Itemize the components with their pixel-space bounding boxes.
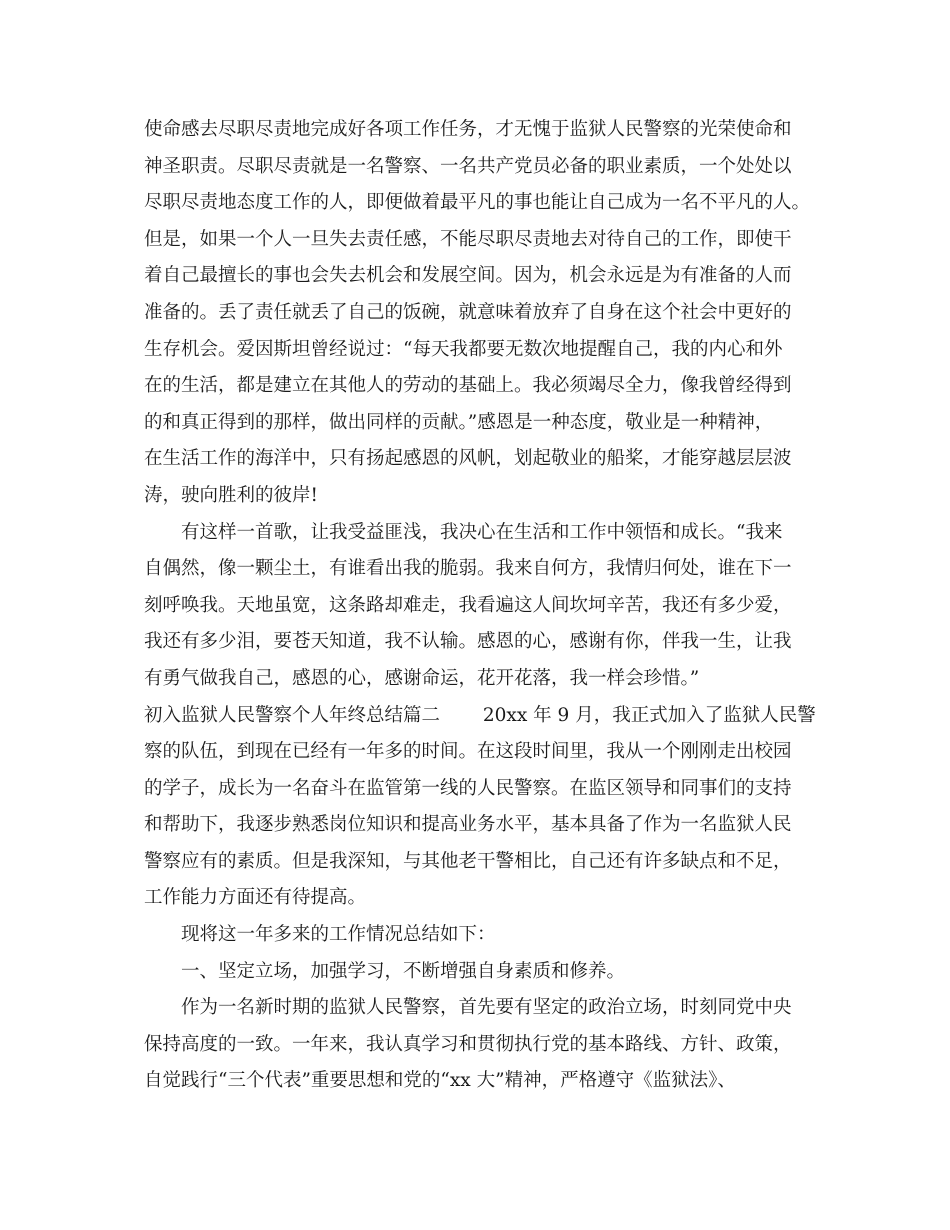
text-line: 着自己最擅长的事也会失去机会和发展空间。因为，机会永远是为有准备的人而 — [144, 265, 792, 287]
text-line: 生存机会。爱因斯坦曾经说过：“每天我都要无数次地提醒自己，我的内心和外 — [144, 338, 783, 360]
document-body — [144, 112, 814, 1100]
text-line: 作为一名新时期的监狱人民警察，首先要有坚定的政治立场，时刻同党中央 — [181, 997, 792, 1019]
text-line: 有勇气做我自己，感恩的心，感谢命运，花开花落，我一样会珍惜。” — [144, 667, 700, 689]
text-line: 准备的。丢了责任就丢了自己的饭碗，就意味着放弃了自身在这个社会中更好的 — [144, 301, 792, 323]
text-line: 尽职尽责地态度工作的人，即便做着最平凡的事也能让自己成为一名不平凡的人。 — [144, 192, 811, 214]
text-line: 现将这一年多来的工作情况总结如下： — [181, 924, 496, 946]
text-line: 察的队伍，到现在已经有一年多的时间。在这段时间里，我从一个刚刚走出校园 — [144, 741, 792, 763]
text-line: 和帮助下，我逐步熟悉岗位知识和提高业务水平，基本具备了作为一名监狱人民 — [144, 814, 792, 836]
text-line: 刻呼唤我。天地虽宽，这条路却难走，我看遍这人间坎坷辛苦，我还有多少爱， — [144, 594, 792, 616]
text-line: 使命感去尽职尽责地完成好各项工作任务，才无愧于监狱人民警察的光荣使命和 — [144, 119, 792, 140]
text-line: 初入监狱人民警察个人年终总结篇二 20xx 年 9 月，我正式加入了监狱人民警 — [144, 704, 816, 726]
text-line: 我还有多少泪，要苍天知道，我不认输。感恩的心，感谢有你，伴我一生，让我 — [144, 631, 792, 653]
text-line: 在的生活，都是建立在其他人的劳动的基础上。我必须竭尽全力，像我曾经得到 — [144, 375, 792, 397]
text-line: 工作能力方面还有待提高。 — [144, 887, 367, 909]
text-line: 在生活工作的海洋中，只有扬起感恩的风帆，划起敬业的船桨，才能穿越层层波 — [144, 448, 792, 470]
text-line: 自偶然，像一颗尘土，有谁看出我的脆弱。我来自何方，我情归何处，谁在下一 — [144, 558, 792, 580]
text-line: 但是，如果一个人一旦失去责任感，不能尽职尽责地去对待自己的工作，即使干 — [144, 228, 792, 250]
text-line: 涛，驶向胜利的彼岸! — [144, 484, 318, 506]
text-line: 的和真正得到的那样，做出同样的贡献。”感恩是一种态度，敬业是一种精神， — [144, 411, 774, 433]
text-line: 警察应有的素质。但是我深知，与其他老干警相比，自己还有许多缺点和不足， — [144, 850, 792, 872]
text-line: 保持高度的一致。一年来，我认真学习和贯彻执行党的基本路线、方针、政策， — [144, 1033, 792, 1055]
text-line: 自觉践行“三个代表”重要思想和党的“xx 大”精神，严格遵守《监狱法》、 — [144, 1070, 736, 1092]
text-line: 有这样一首歌，让我受益匪浅，我决心在生活和工作中领悟和成长。“我来 — [181, 521, 783, 543]
text-line: 一、坚定立场，加强学习，不断增强自身素质和修养。 — [181, 960, 626, 982]
text-line: 的学子，成长为一名奋斗在监管第一线的人民警察。在监区领导和同事们的支持 — [144, 777, 792, 799]
text-line: 神圣职责。尽职尽责就是一名警察、一名共产党员必备的职业素质，一个处处以 — [144, 155, 792, 177]
